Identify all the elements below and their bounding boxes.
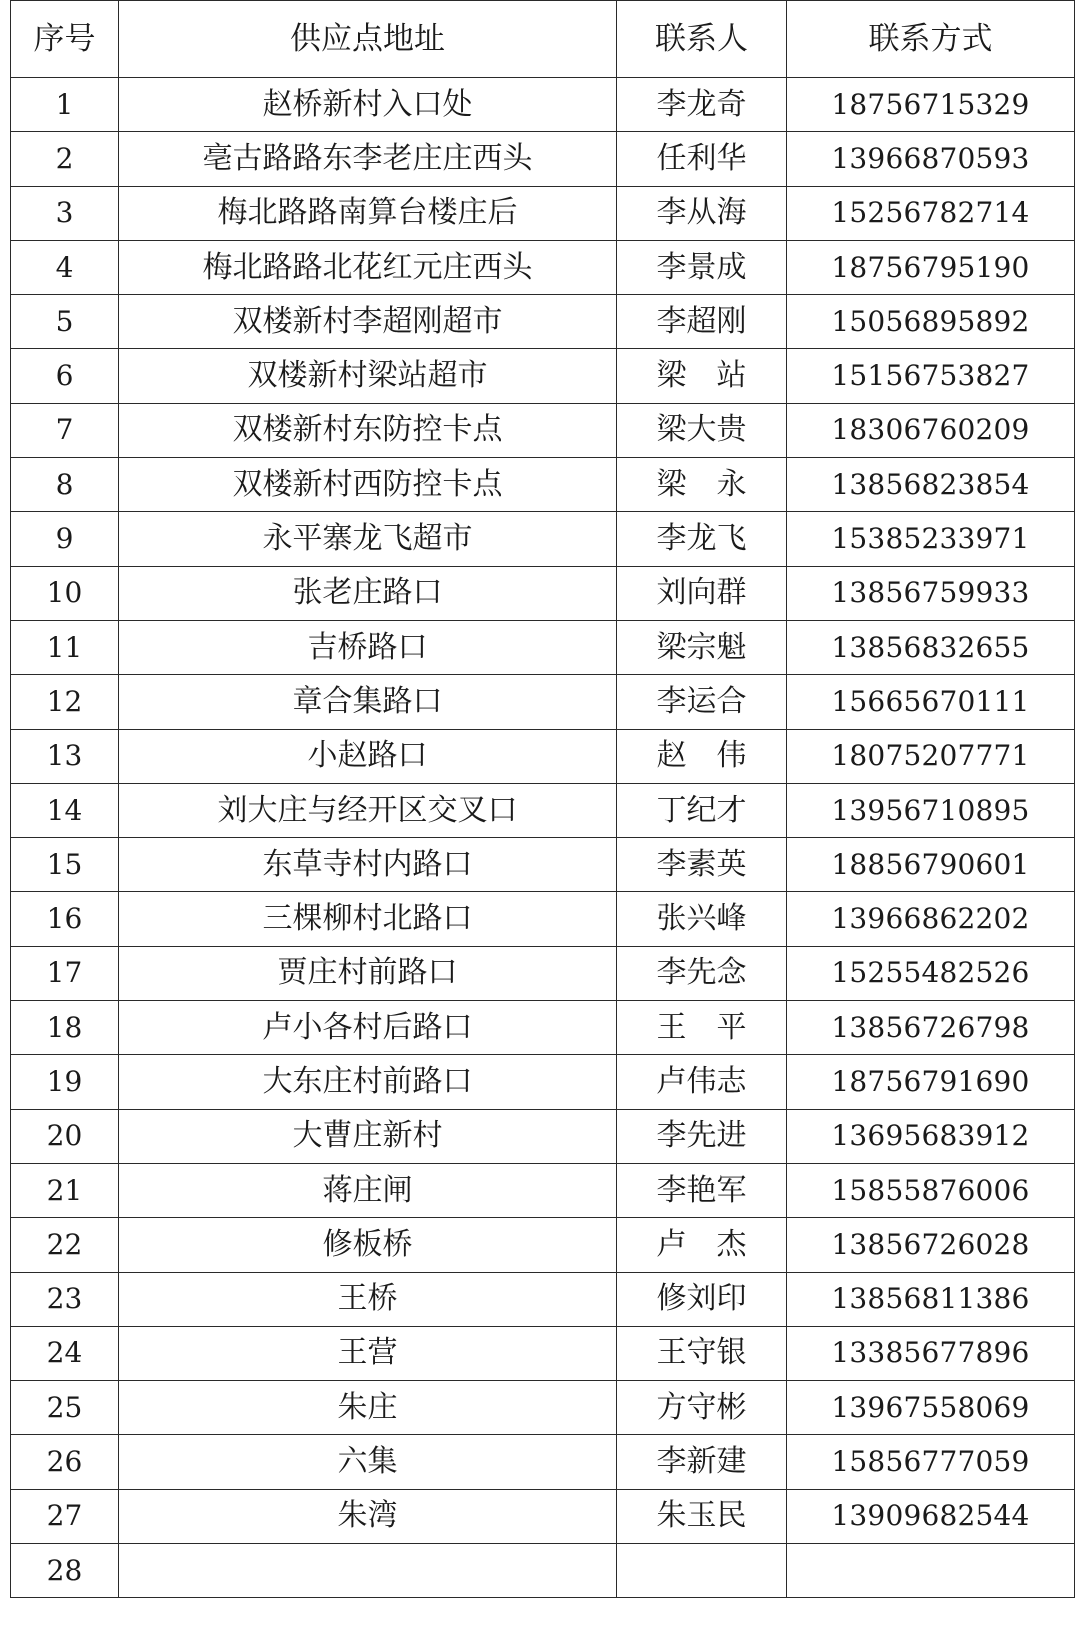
row-contact-person-cell: 李景成 (617, 240, 787, 294)
row-contact-person-cell: 李艳军 (617, 1163, 787, 1217)
table-row (11, 132, 1075, 186)
row-contact-person-cell: 李新建 (617, 1435, 787, 1489)
row-phone-cell: 15156753827 (787, 349, 1075, 403)
row-index-cell: 22 (11, 1218, 119, 1272)
row-index-cell: 10 (11, 566, 119, 620)
row-contact-person-cell: 修刘印 (617, 1272, 787, 1326)
row-address-cell: 章合集路口 (119, 675, 617, 729)
row-address-cell: 张老庄路口 (119, 566, 617, 620)
row-index-cell: 19 (11, 1055, 119, 1109)
row-address-cell: 永平寨龙飞超市 (119, 512, 617, 566)
row-phone-cell: 13856726798 (787, 1001, 1075, 1055)
row-contact-person-cell: 王守银 (617, 1326, 787, 1380)
row-contact-person-cell: 梁大贵 (617, 403, 787, 457)
row-phone-cell: 18306760209 (787, 403, 1075, 457)
table-row (11, 240, 1075, 294)
table-row (11, 295, 1075, 349)
header-contact-method: 联系方式 (787, 1, 1075, 78)
table-row (11, 1272, 1075, 1326)
row-address-cell: 修板桥 (119, 1218, 617, 1272)
row-index-cell: 3 (11, 186, 119, 240)
header-index: 序号 (11, 1, 119, 78)
table-row (11, 1326, 1075, 1380)
supply-point-table (10, 0, 1075, 1598)
row-address-cell: 卢小各村后路口 (119, 1001, 617, 1055)
supply-point-table-container (10, 0, 1074, 1598)
row-phone-cell: 15665670111 (787, 675, 1075, 729)
row-index-cell: 21 (11, 1163, 119, 1217)
table-row (11, 1055, 1075, 1109)
row-address-cell: 蒋庄闸 (119, 1163, 617, 1217)
table-row (11, 458, 1075, 512)
row-index-cell: 18 (11, 1001, 119, 1055)
table-row (11, 349, 1075, 403)
row-contact-person-cell: 李运合 (617, 675, 787, 729)
row-phone-cell (787, 1544, 1075, 1598)
row-address-cell: 双楼新村东防控卡点 (119, 403, 617, 457)
row-contact-person-cell: 任利华 (617, 132, 787, 186)
row-contact-person-cell: 王 平 (617, 1001, 787, 1055)
table-row (11, 1218, 1075, 1272)
row-index-cell: 9 (11, 512, 119, 566)
row-index-cell: 28 (11, 1544, 119, 1598)
row-index-cell: 17 (11, 946, 119, 1000)
row-index-cell: 27 (11, 1489, 119, 1543)
row-index-cell: 1 (11, 78, 119, 132)
table-row (11, 1381, 1075, 1435)
row-contact-person-cell: 李先进 (617, 1109, 787, 1163)
row-contact-person-cell: 李素英 (617, 838, 787, 892)
row-phone-cell: 13966870593 (787, 132, 1075, 186)
row-contact-person-cell: 丁纪才 (617, 783, 787, 837)
row-address-cell: 双楼新村西防控卡点 (119, 458, 617, 512)
table-row (11, 946, 1075, 1000)
row-index-cell: 15 (11, 838, 119, 892)
row-index-cell: 11 (11, 620, 119, 674)
table-row (11, 783, 1075, 837)
row-address-cell: 朱庄 (119, 1381, 617, 1435)
row-phone-cell: 13695683912 (787, 1109, 1075, 1163)
row-index-cell: 5 (11, 295, 119, 349)
row-index-cell: 23 (11, 1272, 119, 1326)
row-phone-cell: 13856823854 (787, 458, 1075, 512)
row-index-cell: 2 (11, 132, 119, 186)
row-contact-person-cell: 梁 永 (617, 458, 787, 512)
row-address-cell: 小赵路口 (119, 729, 617, 783)
row-address-cell: 大曹庄新村 (119, 1109, 617, 1163)
row-contact-person-cell: 梁 站 (617, 349, 787, 403)
row-address-cell: 吉桥路口 (119, 620, 617, 674)
row-phone-cell: 13856759933 (787, 566, 1075, 620)
table-row (11, 403, 1075, 457)
row-index-cell: 20 (11, 1109, 119, 1163)
row-phone-cell: 15385233971 (787, 512, 1075, 566)
table-row (11, 78, 1075, 132)
row-contact-person-cell: 方守彬 (617, 1381, 787, 1435)
row-index-cell: 13 (11, 729, 119, 783)
row-address-cell: 王营 (119, 1326, 617, 1380)
row-address-cell: 朱湾 (119, 1489, 617, 1543)
row-address-cell (119, 1544, 617, 1598)
row-index-cell: 7 (11, 403, 119, 457)
row-address-cell: 贾庄村前路口 (119, 946, 617, 1000)
row-index-cell: 14 (11, 783, 119, 837)
table-row (11, 1001, 1075, 1055)
row-contact-person-cell: 李从海 (617, 186, 787, 240)
row-contact-person-cell: 赵 伟 (617, 729, 787, 783)
table-row (11, 675, 1075, 729)
row-phone-cell: 15056895892 (787, 295, 1075, 349)
table-row (11, 1163, 1075, 1217)
row-phone-cell: 15855876006 (787, 1163, 1075, 1217)
row-address-cell: 赵桥新村入口处 (119, 78, 617, 132)
row-address-cell: 亳古路路东李老庄庄西头 (119, 132, 617, 186)
row-address-cell: 梅北路路北花红元庄西头 (119, 240, 617, 294)
row-contact-person-cell: 李先念 (617, 946, 787, 1000)
row-phone-cell: 13909682544 (787, 1489, 1075, 1543)
row-phone-cell: 13385677896 (787, 1326, 1075, 1380)
table-row (11, 186, 1075, 240)
row-phone-cell: 18756715329 (787, 78, 1075, 132)
row-contact-person-cell: 张兴峰 (617, 892, 787, 946)
table-row (11, 1489, 1075, 1543)
row-phone-cell: 18075207771 (787, 729, 1075, 783)
row-contact-person-cell: 卢伟志 (617, 1055, 787, 1109)
row-index-cell: 16 (11, 892, 119, 946)
row-address-cell: 双楼新村梁站超市 (119, 349, 617, 403)
row-address-cell: 王桥 (119, 1272, 617, 1326)
table-row (11, 1435, 1075, 1489)
table-body (11, 78, 1075, 1598)
row-phone-cell: 13856726028 (787, 1218, 1075, 1272)
row-contact-person-cell: 梁宗魁 (617, 620, 787, 674)
row-contact-person-cell: 朱玉民 (617, 1489, 787, 1543)
row-contact-person-cell: 李龙飞 (617, 512, 787, 566)
row-phone-cell: 18756795190 (787, 240, 1075, 294)
table-row (11, 620, 1075, 674)
row-address-cell: 三棵柳村北路口 (119, 892, 617, 946)
row-index-cell: 26 (11, 1435, 119, 1489)
row-index-cell: 12 (11, 675, 119, 729)
row-index-cell: 8 (11, 458, 119, 512)
row-phone-cell: 15255482526 (787, 946, 1075, 1000)
row-phone-cell: 13966862202 (787, 892, 1075, 946)
row-address-cell: 刘大庄与经开区交叉口 (119, 783, 617, 837)
row-index-cell: 4 (11, 240, 119, 294)
table-row (11, 566, 1075, 620)
row-contact-person-cell: 卢 杰 (617, 1218, 787, 1272)
row-contact-person-cell: 李超刚 (617, 295, 787, 349)
row-phone-cell: 13856811386 (787, 1272, 1075, 1326)
row-index-cell: 24 (11, 1326, 119, 1380)
row-phone-cell: 18756791690 (787, 1055, 1075, 1109)
row-phone-cell: 15856777059 (787, 1435, 1075, 1489)
table-row (11, 729, 1075, 783)
row-address-cell: 大东庄村前路口 (119, 1055, 617, 1109)
header-address: 供应点地址 (119, 1, 617, 78)
table-row (11, 892, 1075, 946)
row-address-cell: 东草寺村内路口 (119, 838, 617, 892)
table-row (11, 1544, 1075, 1598)
row-phone-cell: 13967558069 (787, 1381, 1075, 1435)
row-index-cell: 6 (11, 349, 119, 403)
row-address-cell: 梅北路路南算台楼庄后 (119, 186, 617, 240)
row-contact-person-cell: 刘向群 (617, 566, 787, 620)
row-address-cell: 六集 (119, 1435, 617, 1489)
table-row (11, 838, 1075, 892)
header-contact-person: 联系人 (617, 1, 787, 78)
row-phone-cell: 15256782714 (787, 186, 1075, 240)
row-contact-person-cell (617, 1544, 787, 1598)
row-phone-cell: 18856790601 (787, 838, 1075, 892)
table-row (11, 512, 1075, 566)
table-header-row (11, 1, 1075, 78)
row-phone-cell: 13956710895 (787, 783, 1075, 837)
table-row (11, 1109, 1075, 1163)
row-index-cell: 25 (11, 1381, 119, 1435)
row-contact-person-cell: 李龙奇 (617, 78, 787, 132)
row-phone-cell: 13856832655 (787, 620, 1075, 674)
row-address-cell: 双楼新村李超刚超市 (119, 295, 617, 349)
